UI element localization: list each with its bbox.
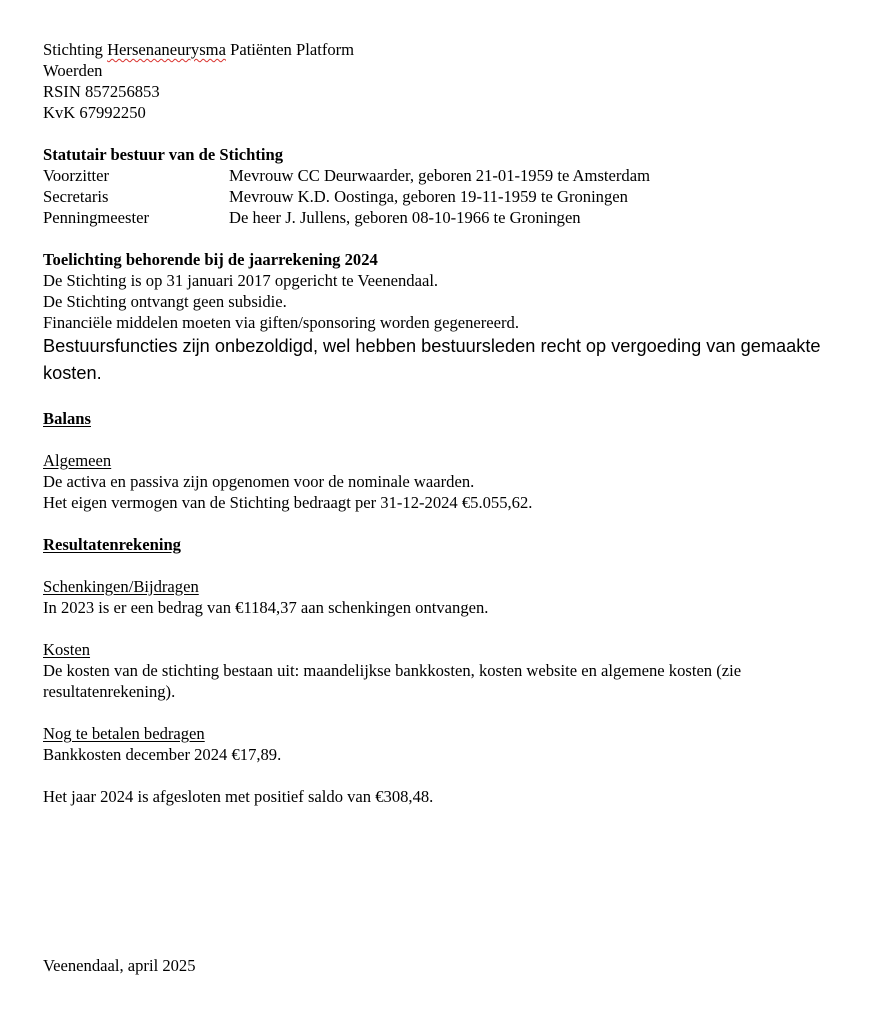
- board-member-row: [43, 165, 843, 186]
- document-page: [43, 39, 843, 807]
- payables-subheading: Nog te betalen bedragen: [43, 724, 205, 743]
- balance-line: De activa en passiva zijn opgenomen voor de nominale waarden.: [43, 472, 475, 491]
- board-member-row: [43, 186, 843, 207]
- explanation-line: De Stichting ontvangt geen subsidie.: [43, 292, 287, 311]
- balance-heading: Balans: [43, 409, 91, 428]
- rsin-number: RSIN 857256853: [43, 82, 160, 101]
- costs-subheading: Kosten: [43, 640, 91, 659]
- explanation-heading: Toelichting behorende bij de jaarrekening 2024: [43, 250, 378, 269]
- place-date-footer: Veenendaal, april 2025: [43, 956, 196, 975]
- explanation-line: De Stichting is op 31 januari 2017 opgericht te Veenendaal.: [43, 271, 439, 290]
- donations-subheading: Schenkingen/Bijdragen: [43, 577, 199, 596]
- board-description: Mevrouw CC Deurwaarder, geboren 21-01-1959 te Amsterdam: [229, 166, 650, 185]
- board-role: Secretaris: [43, 187, 109, 206]
- board-description: De heer J. Jullens, geboren 08-10-1966 te Groningen: [229, 208, 581, 227]
- balance-line: Het eigen vermogen van de Stichting bedraagt per 31-12-2024 €5.055,62.: [43, 493, 533, 512]
- misspelled-word: Hersenaneurysma: [107, 40, 226, 59]
- payables-text: Bankkosten december 2024 €17,89.: [43, 745, 282, 764]
- board-heading: Statutair bestuur van de Stichting: [43, 145, 284, 164]
- organization-city: Woerden: [43, 61, 103, 80]
- donations-text: In 2023 is er een bedrag van €1184,37 aan schenkingen ontvangen.: [43, 598, 489, 617]
- kvk-number: KvK 67992250: [43, 103, 146, 122]
- organization-name: Stichting Hersenaneurysma Patiënten Platform: [43, 40, 355, 59]
- costs-text: De kosten van de stichting bestaan uit: maandelijkse bankkosten, kosten website en algemene kosten (zie resultatenrekening).: [43, 661, 742, 701]
- board-list: [43, 165, 843, 228]
- income-statement-heading: Resultatenrekening: [43, 535, 181, 554]
- board-member-row: [43, 207, 843, 228]
- board-role: Penningmeester: [43, 208, 149, 227]
- board-description: Mevrouw K.D. Oostinga, geboren 19-11-1959 te Groningen: [229, 187, 628, 206]
- remuneration-paragraph: Bestuursfuncties zijn onbezoldigd, wel hebben bestuursleden recht op vergoeding van gemaakte kosten.: [43, 336, 821, 383]
- explanation-line: Financiële middelen moeten via giften/sponsoring worden gegenereerd.: [43, 313, 519, 332]
- closing-text: Het jaar 2024 is afgesloten met positief saldo van €308,48.: [43, 787, 434, 806]
- board-role: Voorzitter: [43, 166, 110, 185]
- general-subheading: Algemeen: [43, 451, 112, 470]
